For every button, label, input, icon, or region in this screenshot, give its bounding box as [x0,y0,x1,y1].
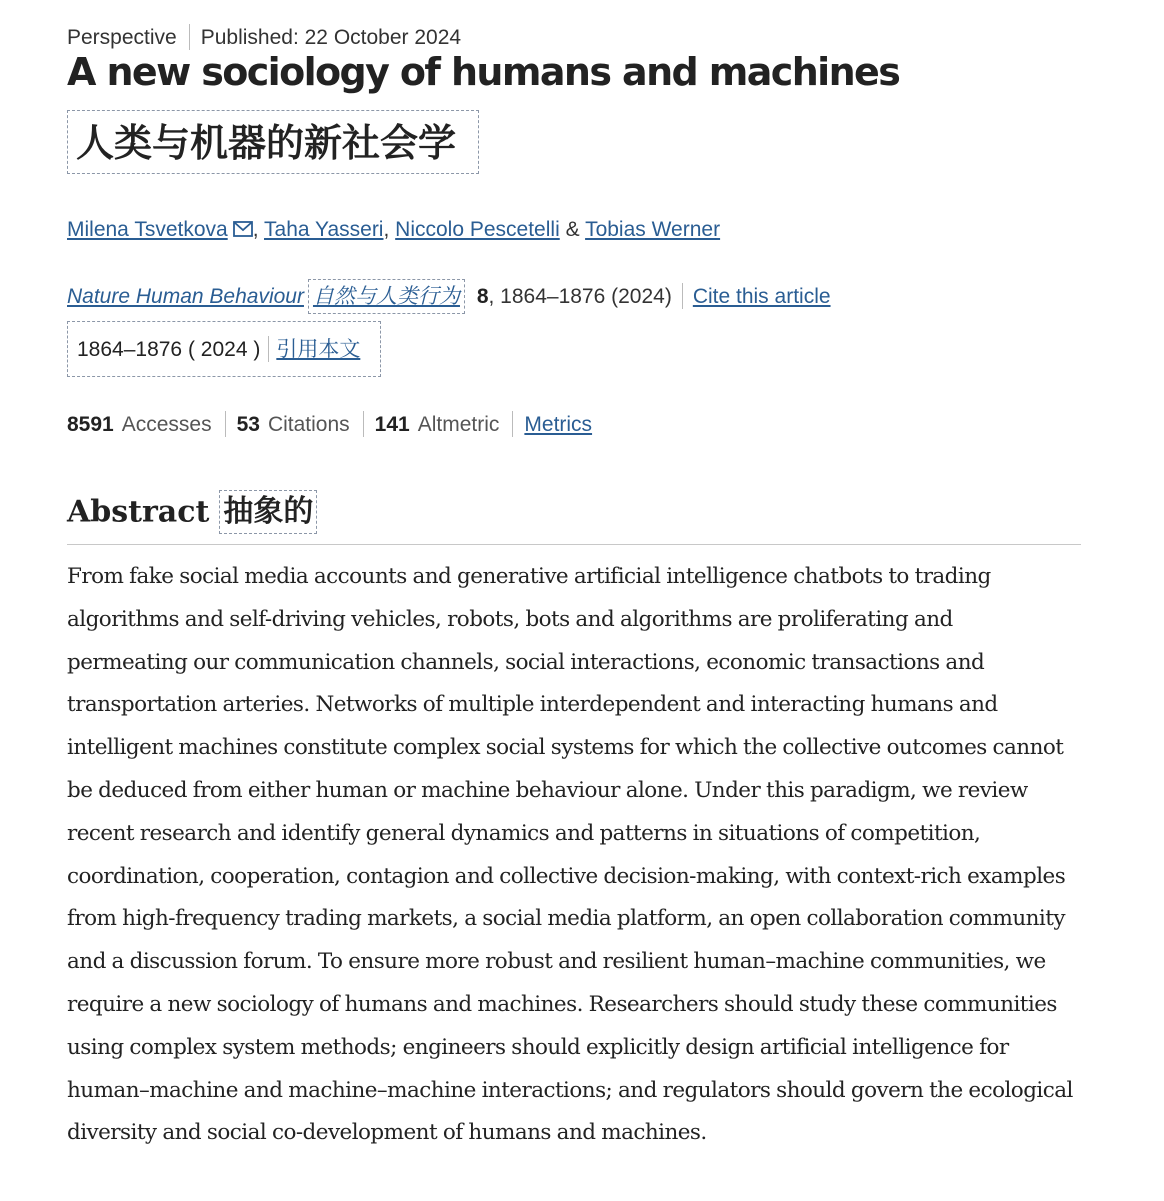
abstract-title-translation: 抽象的 [219,490,317,534]
author-link[interactable]: Tobias Werner [585,218,721,241]
stats-divider [512,411,513,437]
journal-name-link[interactable]: Nature Human Behaviour [67,285,304,308]
metrics-link[interactable]: Metrics [524,413,593,436]
journal-info [67,279,831,314]
article-type: Perspective [67,26,177,49]
section-divider [67,544,1081,545]
title-translation: 人类与机器的新社会学 [67,110,479,174]
stats-divider [363,411,364,437]
stat-label: Altmetric [417,413,500,436]
meta-divider [189,24,190,50]
abstract-text: From fake social media accounts and generative artificial intelligence chatbots to trading algorithms and self-driving vehicles, robots, bots and algorithms are proliferating and permeating our communication channels, social interactions, economic transactions and transportation arteries. Networks of multiple interdependent and interacting humans and intelligent machines constitute complex social systems for which the collective outcomes cannot be deduced from either human or machine behaviour alone. Under this paradigm, we review recent research and identify general dynamics and patterns in situations of competition, coordination, cooperation, contagion and collective decision-making, with context-rich examples from high-frequency trading markets, a social media platform, an open collaboration community and a discussion forum. To ensure more robust and resilient human–machine communities, we require a new sociology of humans and machines. Researchers should study these communities using complex system methods; engineers should explicitly design artificial intelligence for human–machine and machine–machine interactions; and regulators should govern the ecological diversity and social co-development of humans and machines. [67,564,1073,1146]
stat-value: 141 [374,413,410,436]
author-separator: , [383,218,390,241]
author-link[interactable]: Taha Yasseri [264,218,384,241]
stat-citations [237,413,350,436]
abstract-title: Abstract [67,494,210,530]
article-title: A new sociology of humans and machines [67,50,900,94]
cite-article-link[interactable]: Cite this article [692,285,831,308]
stat-altmetric [375,413,500,436]
envelope-icon[interactable] [233,219,253,243]
author-list [67,218,720,243]
stat-label: Accesses [121,413,212,436]
stat-label: Citations [267,413,350,436]
journal-pages-year: , 1864–1876 (2024) [488,285,672,308]
publication-date: Published: 22 October 2024 [200,26,462,49]
article-stats [67,411,592,437]
cite-translation-box [67,321,381,377]
journal-divider [682,283,683,309]
journal-volume: 8 [476,285,489,308]
cite-translation-divider [268,336,269,362]
author-separator: , [252,218,259,241]
author-link[interactable]: Niccolo Pescetelli [395,218,560,241]
stat-accesses [67,413,212,436]
cite-translation-link[interactable]: 引用本文 [276,338,361,361]
stat-value: 8591 [67,413,114,436]
author-separator: & [565,218,580,241]
author-link[interactable]: Milena Tsvetkova [67,218,228,241]
abstract-heading [67,490,317,534]
article-meta [67,24,461,50]
journal-name-translation[interactable]: 自然与人类行为 [308,279,465,314]
cite-translation-pages: 1864–1876 ( 2024 ) [77,338,261,361]
stats-divider [225,411,226,437]
stat-value: 53 [236,413,260,436]
